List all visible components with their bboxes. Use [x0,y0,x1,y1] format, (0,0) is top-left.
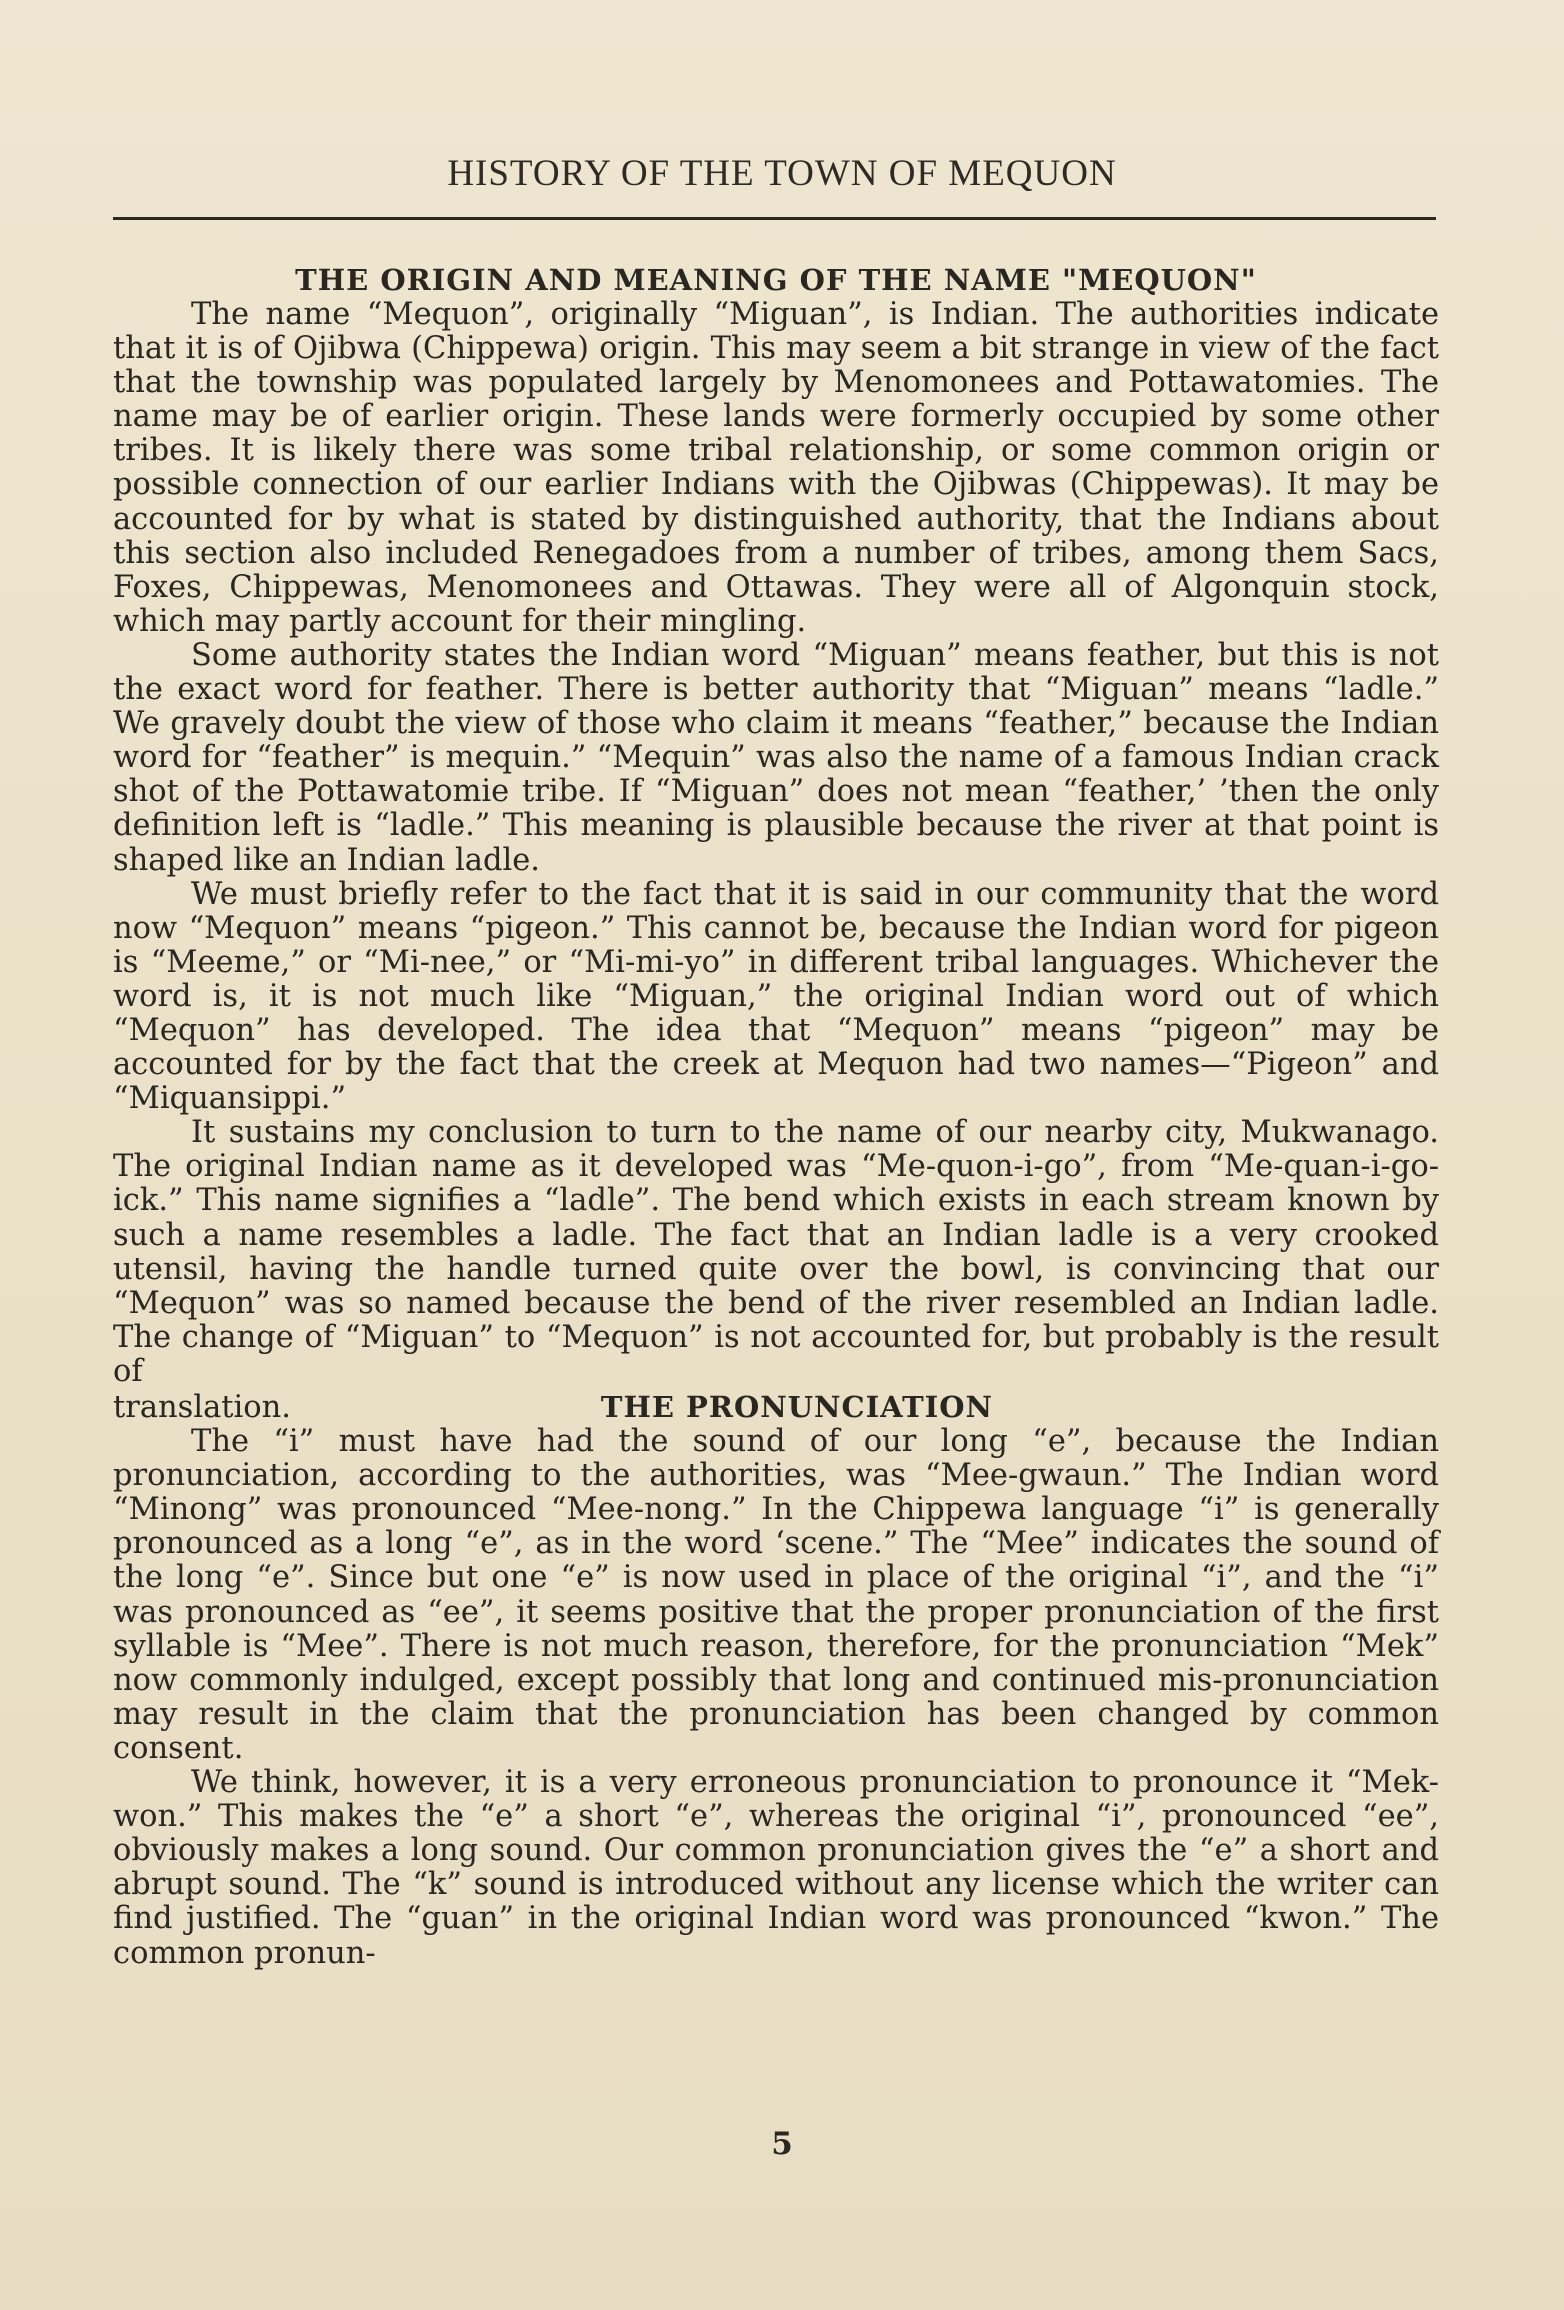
page-body [113,262,1439,1971]
section-heading-pronunciation: THE PRONUNCIATION [600,1390,993,1424]
paragraph-last-word: translation. [113,1390,291,1425]
header-rule [113,217,1436,220]
section-heading-origin: THE ORIGIN AND MEANING OF THE NAME "MEQUON" [295,263,1257,297]
page-number: 5 [771,2126,793,2162]
paragraph: The name “Mequon”, originally “Miguan”, is Indian. The authorities indicate that it is of Ojibwa (Chippewa) origin. This may seem a bit strange in view of the fact that the township was populated largely by Menomonees and Pottawatomies. The name may be of earlier origin. These lands were formerly occupied by some other tribes. It is likely there was some tribal relationship, or some common origin or possible connection of our earlier Indians with the Ojibwas (Chippewas). It may be accounted for by what is stated by distinguished authority, that the Indians about this section also included Renegadoes from a number of tribes, among them Sacs, Foxes, Chippewas, Menomonees and Ottawas. They were all of Algonquin stock, which may partly account for their mingling. [113,297,1439,639]
paragraph: We think, however, it is a very erroneous pronunciation to pronounce it “Mek-won.” This makes the “e” a short “e”, whereas the original “i”, pronounced “ee”, obviously makes a long sound. Our common pronunciation gives the “e” a short and abrupt sound. The “k” sound is introduced without any license which the writer can find justified. The “guan” in the original Indian word was pronounced “kwon.” The common pronun- [113,1765,1439,1971]
paragraph-end-line [113,1389,1439,1425]
paragraph: Some authority states the Indian word “Miguan” means feather, but this is not the exact word for feather. There is better authority that “Miguan” means “ladle.” We gravely doubt the view of those who claim it means “feather,” because the Indian word for “feather” is mequin.” “Mequin” was also the name of a famous Indian crack shot of the Pottawatomie tribe. If “Miguan” does not mean “feather,’ ’then the only definition left is “ladle.” This meaning is plausible because the river at that point is shaped like an Indian ladle. [113,637,1439,878]
paragraph: The “i” must have had the sound of our long “e”, because the Indian pronunciation, according to the authorities, was “Mee-gwaun.” The Indian word “Minong” was pronounced “Mee-nong.” In the Chippewa language “i” is generally pronounced as a long “e”, as in the word ‘scene.” The “Mee” indicates the sound of the long “e”. Since but one “e” is now used in place of the original “i”, and the “i” was pronounced as “ee”, it seems positive that the proper pronunciation of the first syllable is “Mee”. There is not much reason, therefore, for the pronunciation “Mek” now commonly indulged, except possibly that long and continued mis-pronunciation may result in the claim that the pronunciation has been changed by common consent. [113,1424,1439,1766]
running-head: HISTORY OF THE TOWN OF MEQUON [447,153,1117,194]
paragraph: It sustains my conclusion to turn to the name of our nearby city, Mukwanago. The original Indian name as it developed was “Me-quon-i-go”, from “Me-quan-i-go-ick.” This name signifies a “ladle”. The bend which exists in each stream known by such a name resembles a ladle. The fact that an Indian ladle is a very crooked utensil, having the handle turned quite over the bowl, is convincing that our “Mequon” was so named because the bend of the river resembled an Indian ladle. The change of “Miguan” to “Mequon” is not accounted for, but probably is the result of [113,1115,1439,1389]
paragraph: We must briefly refer to the fact that it is said in our community that the word now “Mequon” means “pigeon.” This cannot be, because the Indian word for pigeon is “Meeme,” or “Mi-nee,” or “Mi-mi-yo” in different tribal languages. Whichever the word is, it is not much like “Miguan,” the original Indian word out of which “Mequon” has developed. The idea that “Mequon” means “pigeon” may be accounted for by the fact that the creek at Mequon had two names—“Pigeon” and “Miquansippi.” [113,876,1439,1117]
